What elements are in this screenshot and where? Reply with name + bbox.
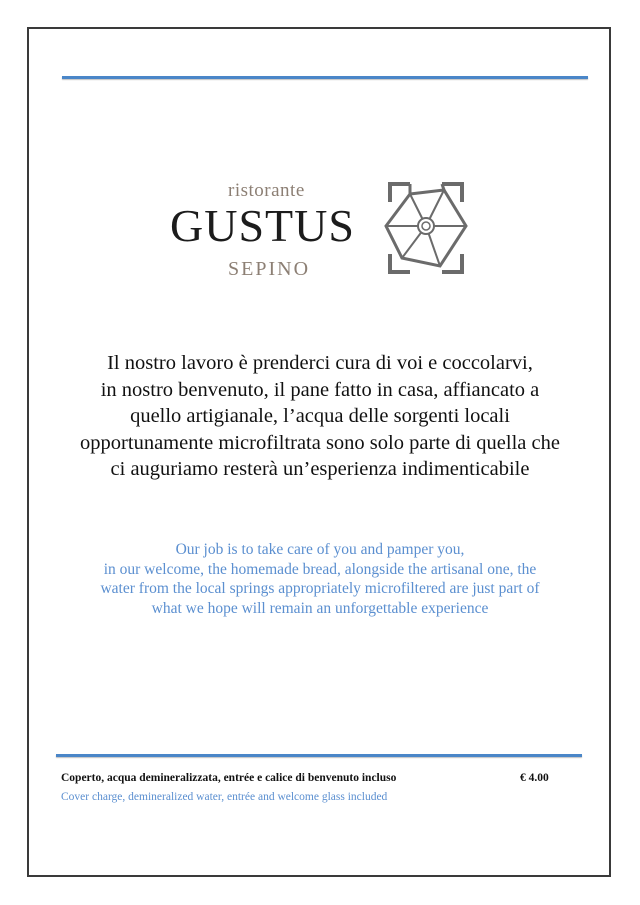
intro-english-line: in our welcome, the homemade bread, alongside the artisanal one, the bbox=[103, 560, 537, 578]
intro-italian-line: in nostro benvenuto, il pane fatto in casa, affiancato a bbox=[100, 378, 540, 401]
top-divider bbox=[62, 76, 588, 79]
cover-charge-english: Cover charge, demineralized water, entrée and welcome glass included bbox=[61, 791, 388, 803]
logo-wordmark: GUSTUS bbox=[170, 200, 355, 251]
intro-italian-line: quello artigianale, l’acqua delle sorgenti locali bbox=[130, 405, 510, 427]
restaurant-logo bbox=[170, 176, 470, 280]
intro-italian-line: opportunamente microfiltrata sono solo parte di quella che bbox=[80, 431, 560, 454]
square-umbrella-emblem-icon bbox=[380, 180, 472, 276]
logo-location: SEPINO bbox=[228, 258, 311, 280]
intro-italian-line: ci auguriamo resterà un’esperienza indimenticabile bbox=[110, 458, 530, 480]
intro-italian-line: Il nostro lavoro è prenderci cura di voi e coccolarvi, bbox=[107, 352, 533, 374]
cover-charge-italian: Coperto, acqua demineralizzata, entrée e calice di benvenuto incluso bbox=[61, 772, 397, 784]
intro-english-line: water from the local springs appropriately microfiltered are just part of bbox=[100, 580, 540, 597]
cover-charge-price: € 4.00 bbox=[520, 772, 549, 784]
bottom-divider bbox=[56, 754, 582, 757]
logo-tagline: ristorante bbox=[228, 180, 305, 201]
intro-english-line: Our job is to take care of you and pamper you, bbox=[175, 541, 465, 558]
intro-italian bbox=[40, 350, 600, 483]
intro-english-line: what we hope will remain an unforgettable experience bbox=[151, 599, 489, 617]
intro-english bbox=[40, 540, 600, 618]
